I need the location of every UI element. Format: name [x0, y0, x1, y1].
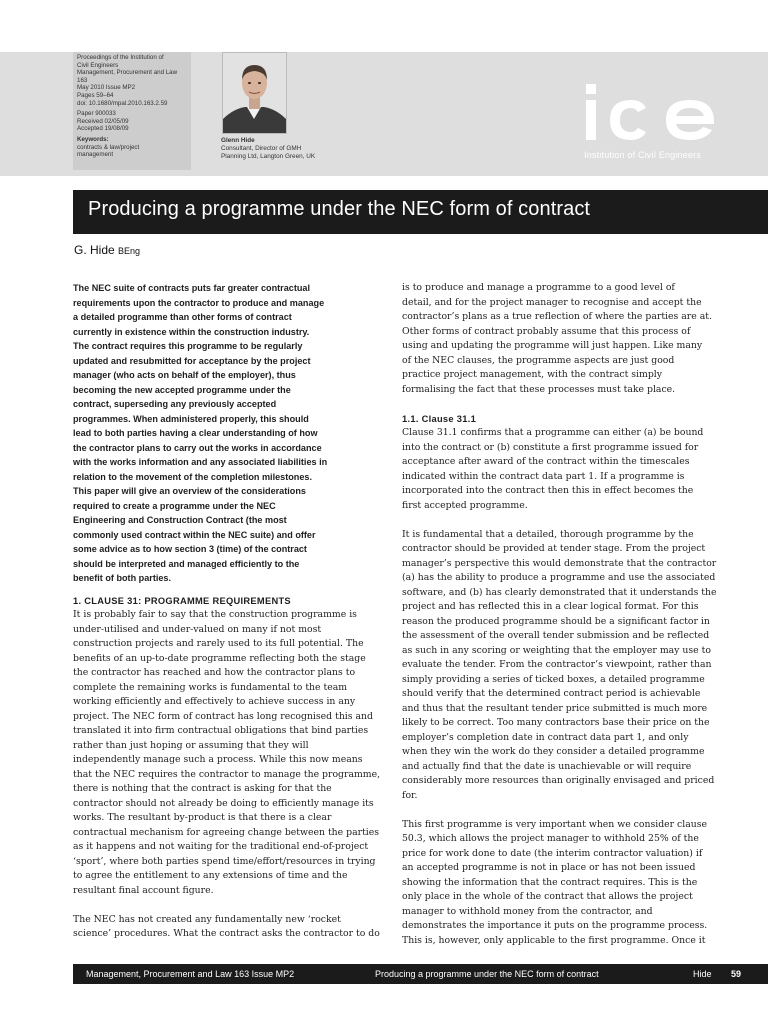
abstract-line: should be interpreted and managed efficiently to the [73, 558, 300, 569]
author-portrait-icon [223, 53, 286, 133]
abstract [73, 281, 383, 586]
body-line: rather than just hoping or assuming that they will [73, 739, 309, 751]
body-line: of the NEC clauses, the programme aspects are just good [402, 354, 675, 366]
body-line: showing the information that the contract requires. This is the [402, 876, 698, 888]
abstract-line: the contractor plans to carry out the works in accordance [73, 442, 322, 453]
body-line: benefits of an up-to-date programme reflecting both the stage [73, 652, 366, 664]
accepted-date: Accepted 19/08/09 [77, 125, 129, 133]
paragraph [402, 818, 714, 949]
body-line: manager’s perspective this would demonstrate that the contractor [402, 557, 717, 569]
footer-journal: Management, Procurement and Law 163 Issue MP2 [86, 969, 295, 979]
body-line: construction projects and rarely used to its full potential. The [73, 638, 364, 649]
body-line: It is probably fair to say that the construction programme is [73, 609, 357, 620]
keywords-value: management [77, 151, 114, 159]
meta-line: Civil Engineers [77, 61, 119, 69]
body-line: formalising the fact that these processes must take place. [402, 383, 676, 395]
body-line: and actually find that the date is unachievable or will require [402, 760, 692, 772]
paper-title: Producing a programme under the NEC form of contract [88, 198, 591, 220]
paper-number: Paper 900033 [77, 110, 116, 118]
body-line: and thus that the resultant tender price submitted is much more [402, 702, 708, 714]
body-line: ‘sport’, where both parties spend time/effort/resources in trying [73, 855, 376, 867]
author-caption [221, 137, 315, 161]
body-line: science’ procedures. What the contract asks the contractor to do [73, 928, 380, 939]
abstract-line: relation to the movement of the completion milestones. [73, 471, 312, 482]
abstract-line: This paper will give an overview of the considerations [73, 486, 306, 496]
paragraph [402, 281, 714, 397]
section-heading: 1. CLAUSE 31: PROGRAMME REQUIREMENTS [73, 595, 291, 606]
body-line: contractor should be provided at tender stage. From the project [402, 543, 706, 554]
body-line: first accepted programme. [402, 499, 528, 511]
abstract-line: a detailed programme than other forms of contract [73, 312, 292, 322]
body-line: complete the remaining works is fundamental to the team [73, 681, 348, 693]
body-line: works. The resultant by-product is that there is a clear [73, 812, 332, 823]
subsection-1-1 [402, 412, 714, 514]
body-line: for. [402, 789, 418, 801]
footer-author: Hide [693, 969, 712, 979]
abstract-line: manager (who acts on behalf of the employer), thus [73, 370, 296, 380]
body-line: there is nothing that the contract is asking for that the [73, 783, 332, 794]
body-line: to agree the entitlement to any extensions of time and the [73, 870, 348, 881]
abstract-line: becoming the new accepted programme under the [73, 384, 291, 395]
meta-line: Proceedings of the Institution of [77, 54, 164, 61]
body-line: should verify that the determined contract period is achievable [402, 688, 701, 699]
publication-info-box [73, 52, 191, 170]
meta-line: 163 [77, 76, 88, 84]
journal-meta [77, 54, 187, 107]
body-line: contractor’s plans as a true reflection of where the parties are at. [402, 311, 712, 322]
body-line: 50.3, which allows the project manager to withhold 25% of the [402, 833, 699, 844]
body-line: This is, however, only applicable to the first programme. Once it [402, 934, 706, 946]
body-line: translated it into firm contractual obligations that bind parties [73, 725, 369, 736]
body-line: as such in any scoring or weighting that the employer may use to [402, 644, 711, 656]
author-degree: BEng [118, 246, 141, 256]
page-number: 59 [731, 969, 742, 979]
body-line: when they win the work do they consider a detailed programme [402, 746, 705, 757]
abstract-line: The NEC suite of contracts puts far greater contractual [73, 283, 310, 293]
page-footer [73, 964, 768, 984]
body-line: considerably more resources than originally envisaged and priced [402, 775, 715, 786]
meta-line: May 2010 Issue MP2 [77, 84, 136, 92]
body-line: Clause 31.1 confirms that a programme can either (a) be bound [402, 427, 704, 438]
body-line: practice project management, with the contract simply [402, 369, 663, 380]
author-caption-name: Glenn Hide [221, 137, 255, 144]
body-line: (a) has the ability to produce a programme and use the associated [402, 572, 716, 583]
abstract-line: commonly used contract within the NEC suite) and offer [73, 529, 316, 540]
body-line: incorporated into the contract then this in effect becomes the [402, 485, 694, 496]
keywords-label: Keywords: [77, 135, 109, 143]
body-line: project. The NEC form of contract has long recognised this and [73, 710, 373, 722]
body-line: acceptance after award of the contract within the timescales [402, 456, 690, 467]
left-column [73, 281, 383, 942]
abstract-line: requirements upon the contractor to produce and manage [73, 297, 325, 308]
body-line: resultant final account figure. [73, 884, 214, 896]
abstract-line: some advice as to how section 3 (time) of the contract [73, 544, 307, 554]
right-column [402, 281, 717, 948]
body-line: reason the produced programme should be a significant factor in [402, 615, 710, 627]
byline [74, 243, 140, 257]
body-line: as it happens and not waiting for the traditional end-of-project [73, 841, 369, 852]
body-line: likely to be correct. Too many contractors base their price on the [402, 717, 710, 728]
body-line: independently manage such a process. While this now means [73, 754, 363, 765]
footer-title: Producing a programme under the NEC form of contract [375, 969, 599, 979]
abstract-line: currently in existence within the construction industry. [73, 326, 310, 337]
ice-logo-subtitle: Institution of Civil Engineers [584, 150, 702, 160]
body-line: indicated within the contract data part 1. If a programme is [402, 470, 685, 482]
body-line: project and has reflected this in a clear logical format. For this [402, 601, 699, 612]
body-line: only place in the whole of the contract that allows the project [402, 891, 693, 902]
body-line: manager to withhold money from the contractor, and [402, 905, 653, 917]
abstract-line: required to create a programme under the NEC [73, 500, 276, 511]
meta-line: Management, Procurement and Law [77, 69, 178, 77]
abstract-line: programmes. When administered properly, this should [73, 413, 309, 424]
abstract-line: benefit of both parties. [73, 573, 172, 583]
abstract-line: contract, superseding any previously accepted [73, 399, 277, 409]
body-line: the assessment of the overall tender submission and be reflected [402, 630, 710, 641]
abstract-line: Engineering and Construction Contract (the most [73, 515, 287, 525]
body-line: This first programme is very important when we consider clause [402, 818, 708, 830]
paragraph [73, 913, 383, 942]
body-line: The NEC has not created any fundamentally new ‘rocket [73, 913, 341, 925]
keywords [77, 136, 187, 159]
subsection-heading: 1.1. Clause 31.1 [402, 413, 477, 424]
body-line: using and updating the programme will just happen. Like many [402, 340, 703, 351]
paper-dates [77, 110, 187, 133]
body-line: that the NEC requires the contractor to manage the programme, [73, 768, 381, 780]
author-caption-role: Consultant, Director of GMH [221, 145, 302, 152]
body-line: software, and (b) has clearly demonstrated that it understands the [402, 586, 717, 598]
abstract-line: updated and resubmitted for acceptance by the project [73, 355, 311, 366]
paragraph [402, 528, 717, 804]
section-1 [73, 594, 383, 899]
body-line: into the contract or (b) constitute a first programme issued for [402, 441, 699, 453]
body-line: contractor should not already be doing to efficiently manage its [73, 797, 374, 809]
body-line: under-utilised and under-valued on many if not most [73, 623, 322, 635]
body-line: price for work done to date (the interim contractor valuation) if [402, 847, 703, 859]
body-line: an accepted programme is not in place or has not been issued [402, 862, 696, 873]
ice-logo-icon [584, 80, 716, 150]
body-line: Other forms of contract probably assume that this process of [402, 325, 691, 337]
author-name: G. Hide [74, 243, 115, 257]
abstract-line: with the works information and any associated liabilities in [73, 457, 328, 467]
doi-line: doi: 10.1680/mpal.2010.163.2.59 [77, 99, 168, 107]
body-line: employer’s completion date in contract data part 1, and only [402, 731, 689, 743]
body-line: the contractor has reached and how the contractor plans to [73, 667, 356, 678]
abstract-line: lead to both parties having a clear understanding of how [73, 428, 318, 438]
body-line: working efficiently and effectively to achieve success in any [73, 696, 356, 707]
author-caption-affiliation: Planning Ltd, Langton Green, UK [221, 153, 316, 160]
received-date: Received 02/05/09 [77, 117, 129, 125]
author-photo [222, 52, 287, 134]
body-line: is to produce and manage a programme to a good level of [402, 282, 675, 293]
body-line: contractual mechanism for agreeing change between the parties [73, 826, 380, 838]
body-line: detail, and for the project manager to recognise and accept the [402, 296, 702, 308]
body-line: evaluate the tender. From the contractor’s viewpoint, rather than [402, 659, 712, 670]
body-line: simply providing a series of ticked boxes, a detailed programme [402, 673, 705, 685]
meta-line: Pages 59–64 [77, 91, 114, 99]
ice-logo [584, 80, 716, 150]
abstract-line: The contract requires this programme to be regularly [73, 341, 303, 351]
body-line: It is fundamental that a detailed, thorough programme by the [402, 528, 694, 540]
body-line: demonstrates the importance it puts on the programme process. [402, 920, 708, 931]
keywords-value: contracts & law/project [77, 143, 140, 151]
